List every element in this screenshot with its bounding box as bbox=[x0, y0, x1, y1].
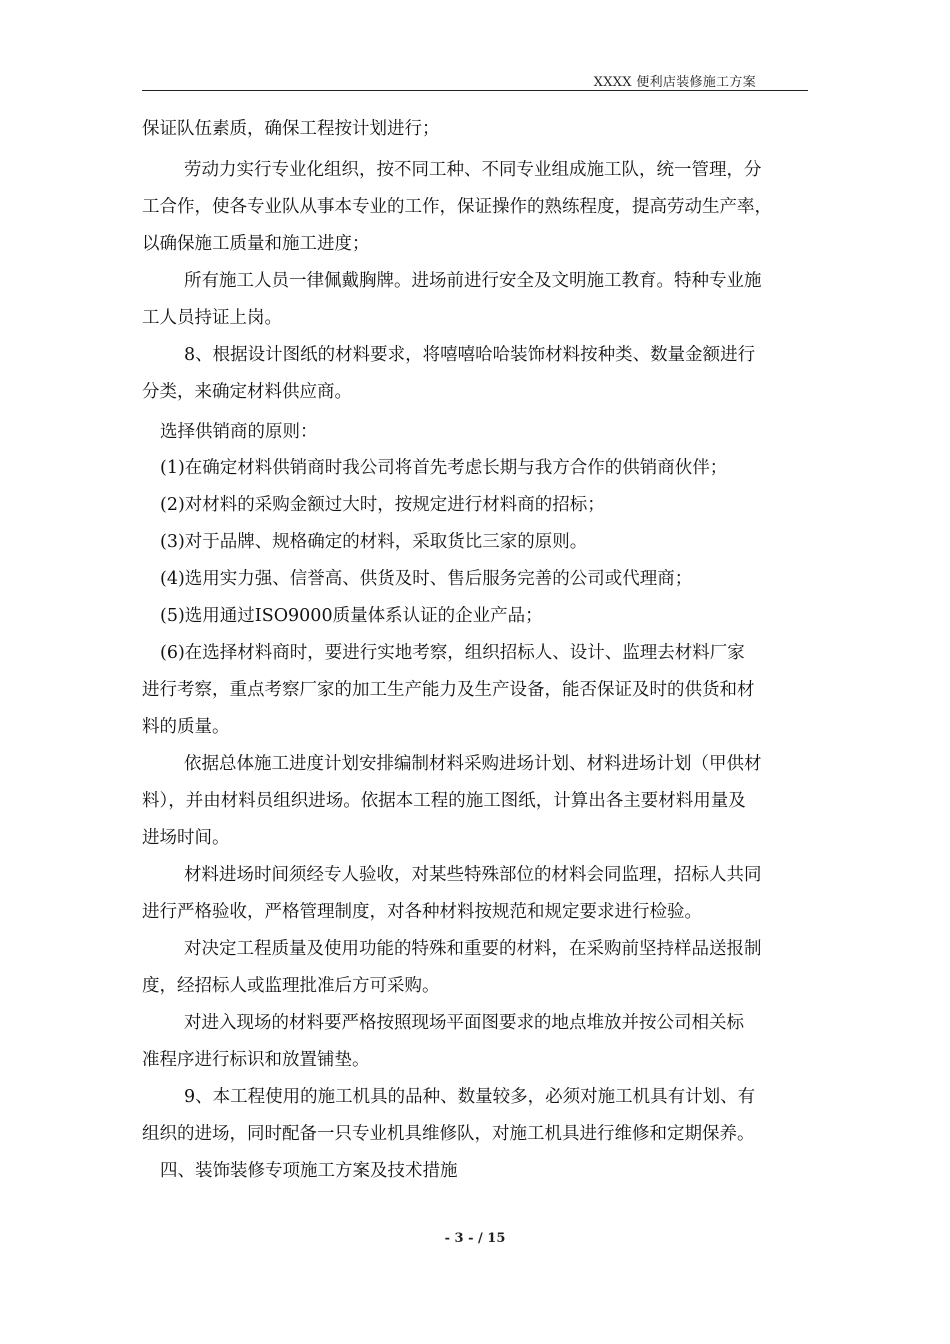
text-line: 材料进场时间须经专人验收，对某些特殊部位的材料会同监理，招标人共同 bbox=[184, 865, 762, 885]
text-line: 所有施工人员一律佩戴胸牌。进场前进行安全及文明施工教育。特种专业施 bbox=[184, 271, 762, 291]
text-line: 劳动力实行专业化组织，按不同工种、不同专业组成施工队，统一管理，分 bbox=[184, 160, 762, 180]
text-line: (6)在选择材料商时，要进行实地考察，组织招标人、设计、监理去材料厂家 bbox=[160, 643, 745, 663]
text-line: 对决定工程质量及使用功能的特殊和重要的材料，在采购前坚持样品送报制 bbox=[184, 939, 762, 959]
section-heading: 四、装饰装修专项施工方案及技术措施 bbox=[160, 1161, 458, 1181]
text-line: 对进入现场的材料要严格按照现场平面图要求的地点堆放并按公司相关标 bbox=[184, 1013, 744, 1033]
text-line: (1)在确定材料供销商时我公司将首先考虑长期与我方合作的供销商伙伴； bbox=[160, 458, 728, 478]
text-line: (2)对材料的采购金额过大时，按规定进行材料商的招标； bbox=[160, 495, 605, 515]
text-line: 度，经招标人或监理批准后方可采购。 bbox=[142, 976, 440, 996]
text-line: 料），并由材料员组织进场。依据本工程的施工图纸，计算出各主要材料用量及 bbox=[142, 791, 746, 811]
text-line: 保证队伍素质，确保工程按计划进行； bbox=[142, 119, 440, 139]
page-header bbox=[142, 70, 808, 91]
text-line: (4)选用实力强、信誉高、供货及时、售后服务完善的公司或代理商； bbox=[160, 569, 693, 589]
text-line: 进行考察，重点考察厂家的加工生产能力及生产设备，能否保证及时的供货和材 bbox=[142, 680, 755, 700]
text-line: 8、根据设计图纸的材料要求，将嘻嘻哈哈装饰材料按种类、数量金额进行 bbox=[184, 345, 756, 365]
text-line: 依据总体施工进度计划安排编制材料采购进场计划、材料进场计划（甲供材 bbox=[184, 754, 762, 774]
text-line: (5)选用通过ISO9000质量体系认证的企业产品； bbox=[160, 606, 543, 626]
text-line: 料的质量。 bbox=[142, 717, 230, 737]
text-line: 组织的进场，同时配备一只专业机具维修队，对施工机具进行维修和定期保养。 bbox=[142, 1124, 755, 1144]
text-line: 工人员持证上岗。 bbox=[142, 308, 282, 328]
header-title: XXXX 便利店装修施工方案 bbox=[593, 75, 756, 90]
text-line: 准程序进行标识和放置铺垫。 bbox=[142, 1050, 370, 1070]
text-line: 工合作，使各专业队从事本专业的工作，保证操作的熟练程度，提高劳动生产率， bbox=[142, 197, 772, 217]
page-number: - 3 - / 15 bbox=[444, 1231, 506, 1246]
text-line: 选择供销商的原则： bbox=[160, 422, 318, 442]
text-line: 进行严格验收，严格管理制度，对各种材料按规范和规定要求进行检验。 bbox=[142, 902, 702, 922]
text-line: 进场时间。 bbox=[142, 828, 230, 848]
text-line: 分类，来确定材料供应商。 bbox=[142, 382, 352, 402]
text-line: 9、本工程使用的施工机具的品种、数量较多，必须对施工机具有计划、有 bbox=[184, 1087, 756, 1107]
text-line: 以确保施工质量和施工进度； bbox=[142, 234, 370, 254]
text-line: (3)对于品牌、规格确定的材料，采取货比三家的原则。 bbox=[160, 532, 588, 552]
